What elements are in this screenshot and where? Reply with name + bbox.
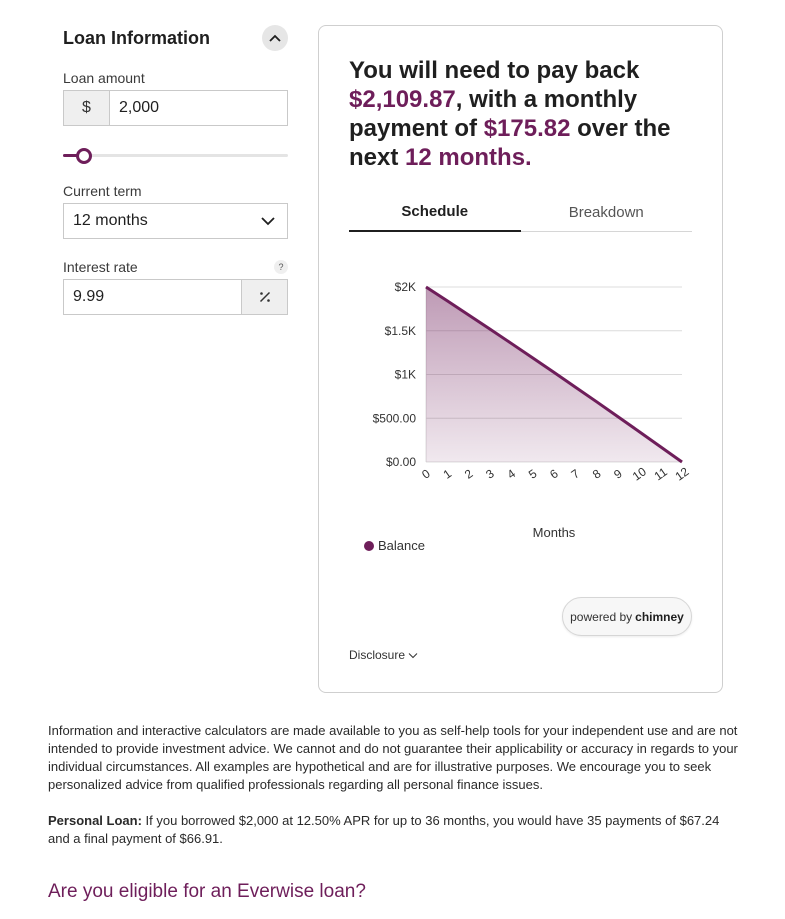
x-tick-label: 9 bbox=[611, 466, 625, 482]
balance-chart bbox=[349, 262, 699, 542]
x-tick-label: 2 bbox=[461, 466, 476, 482]
results-card bbox=[318, 25, 723, 693]
y-tick-label: $1.5K bbox=[384, 323, 416, 338]
x-tick-label: 8 bbox=[589, 466, 604, 482]
percent-suffix bbox=[241, 280, 287, 314]
x-tick-label: 11 bbox=[651, 464, 670, 484]
tab-breakdown[interactable]: Breakdown bbox=[568, 204, 644, 221]
term-select-value: 12 months bbox=[73, 212, 148, 229]
interest-rate-field[interactable] bbox=[63, 279, 288, 315]
powered-by-badge[interactable] bbox=[562, 597, 692, 636]
interest-rate-input[interactable]: 9.99 bbox=[73, 288, 105, 305]
loan-amount-slider[interactable] bbox=[63, 146, 288, 166]
personal-loan-text: If you borrowed $2,000 at 12.50% APR for up to 36 months, you would have 35 payments of $67.24 and a final payment of $66.91. bbox=[48, 813, 720, 846]
y-tick-label: $500.00 bbox=[372, 411, 416, 426]
summary-prefix: You will need to pay back bbox=[349, 57, 640, 84]
loan-amount-label bbox=[63, 70, 288, 86]
eligibility-heading[interactable]: Are you eligible for an Everwise loan? bbox=[48, 881, 366, 902]
chevron-up-icon bbox=[269, 34, 281, 42]
info-section bbox=[48, 722, 738, 866]
summary-term: 12 months. bbox=[405, 144, 532, 171]
chevron-down-icon bbox=[408, 652, 418, 659]
term-group bbox=[63, 183, 288, 239]
slider-track bbox=[63, 154, 288, 157]
loan-amount-label-text: Loan amount bbox=[63, 70, 145, 86]
legend-swatch bbox=[364, 541, 374, 551]
loan-amount-input[interactable]: 2,000 bbox=[119, 99, 160, 116]
collapse-button[interactable] bbox=[262, 25, 288, 51]
y-tick-label: $0.00 bbox=[385, 455, 416, 469]
x-tick-label: 7 bbox=[568, 466, 583, 482]
legend-label: Balance bbox=[378, 538, 425, 553]
x-axis-title: Months bbox=[532, 525, 576, 540]
tab-schedule[interactable]: Schedule bbox=[349, 196, 521, 232]
interest-label bbox=[63, 259, 288, 275]
loan-information-panel bbox=[63, 24, 288, 315]
section-title: Loan Information bbox=[63, 27, 210, 48]
chimney-logo: chimney bbox=[635, 609, 684, 624]
x-tick-label: 10 bbox=[629, 464, 649, 484]
percent-icon bbox=[259, 291, 271, 303]
term-select[interactable] bbox=[63, 203, 288, 239]
loan-amount-field[interactable] bbox=[63, 90, 288, 126]
interest-group bbox=[63, 259, 288, 315]
help-icon[interactable]: ? bbox=[274, 260, 288, 274]
personal-loan-label: Personal Loan: bbox=[48, 813, 142, 828]
summary-mid: , with a monthly payment of bbox=[349, 86, 638, 142]
x-tick-label: 4 bbox=[504, 466, 519, 482]
x-tick-label: 3 bbox=[483, 466, 497, 482]
section-header bbox=[63, 24, 288, 52]
monthly-payment: $175.82 bbox=[483, 115, 571, 142]
term-label bbox=[63, 183, 288, 199]
disclosure-label: Disclosure bbox=[349, 648, 406, 662]
results-tabs bbox=[349, 196, 692, 232]
x-tick-label: 0 bbox=[419, 466, 433, 482]
chart-legend[interactable] bbox=[364, 538, 425, 553]
x-tick-label: 1 bbox=[440, 466, 455, 482]
personal-loan-paragraph bbox=[48, 812, 738, 848]
term-label-text: Current term bbox=[63, 183, 142, 199]
x-tick-label: 12 bbox=[672, 464, 692, 484]
disclosure-toggle[interactable] bbox=[349, 648, 418, 662]
slider-thumb[interactable] bbox=[76, 148, 92, 164]
loan-amount-group bbox=[63, 70, 288, 166]
x-tick-label: 6 bbox=[547, 466, 561, 482]
currency-prefix: $ bbox=[64, 91, 110, 125]
chevron-down-icon bbox=[261, 217, 275, 226]
summary-headline bbox=[349, 56, 699, 172]
disclaimer-paragraph: Information and interactive calculators are made available to you as self-help tools for your independent use and are not intended to provide investment advice. We cannot and do not guarantee their applicability or accuracy in regards to your individual circumstances. All examples are hypothetical and are for illustrative purposes. We encourage you to seek personalized advice from qualified professionals regarding all personal finance issues. bbox=[48, 723, 738, 792]
y-tick-label: $2K bbox=[394, 280, 416, 294]
summary-mid2: over the next bbox=[349, 115, 671, 171]
x-tick-label: 5 bbox=[525, 466, 540, 482]
y-tick-label: $1K bbox=[394, 367, 416, 382]
powered-by-text: powered by bbox=[570, 609, 633, 624]
interest-label-text: Interest rate bbox=[63, 259, 138, 275]
total-payback: $2,109.87 bbox=[349, 86, 456, 113]
